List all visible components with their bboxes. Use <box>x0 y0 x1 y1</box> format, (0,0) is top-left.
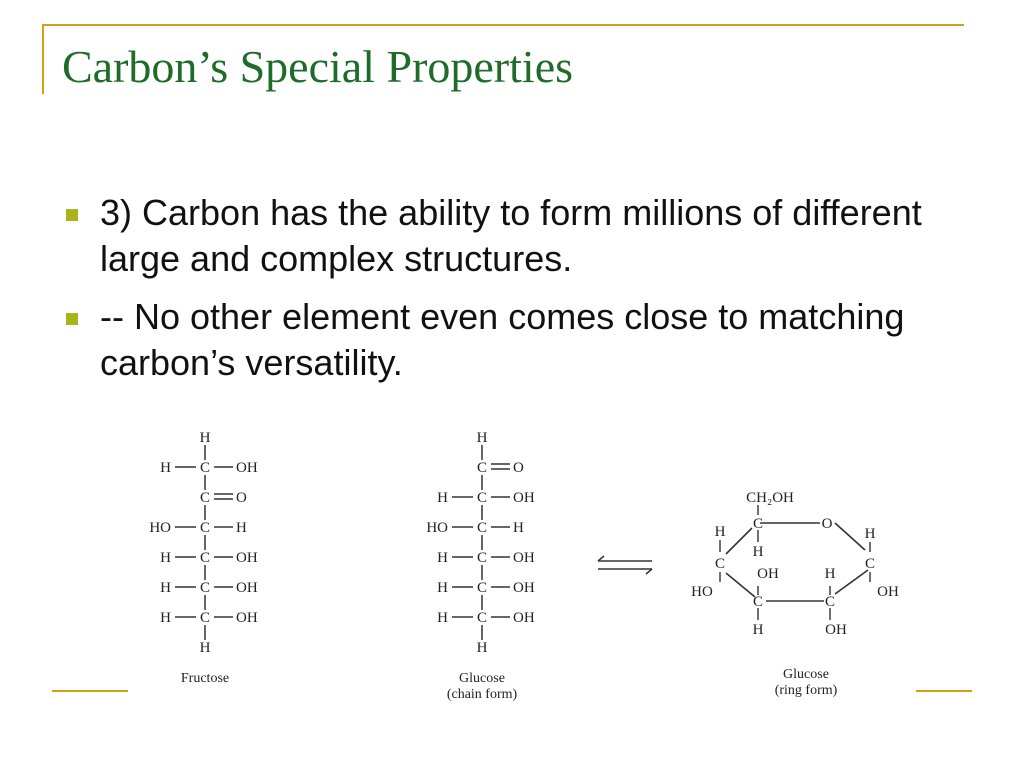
left-substituent-label: H <box>437 490 448 506</box>
carbon-label: C <box>476 550 488 566</box>
right-substituent-label: OH <box>513 490 535 506</box>
ring-h-label: H <box>714 524 726 540</box>
carbon-label: C <box>199 520 211 536</box>
ring-c2-label: C <box>824 594 836 610</box>
glucose-ring-structure <box>691 490 899 698</box>
carbon-label: C <box>476 490 488 506</box>
carbon-label: C <box>199 550 211 566</box>
glucose-chain-structure <box>426 430 535 702</box>
top-h-label: H <box>476 430 488 446</box>
right-substituent-label: OH <box>236 580 258 596</box>
structures-svg <box>130 420 915 702</box>
carbon-label: C <box>199 490 211 506</box>
ring-caption-line2: (ring form) <box>774 683 838 698</box>
ring-h-c3-label: H <box>752 622 764 638</box>
bullet-text: -- No other element even comes close to matching carbon’s versatility. <box>100 296 905 383</box>
ring-c4-label: C <box>714 556 726 572</box>
ring-ho-label: HO <box>691 584 713 600</box>
ring-oh-c2-label: OH <box>825 622 847 638</box>
right-substituent-label: OH <box>236 460 258 476</box>
ring-oh-c3-label: OH <box>757 566 779 582</box>
ring-c5-label: C <box>752 516 764 532</box>
right-substituent-label: O <box>236 490 247 506</box>
ring-h-c5-label: H <box>752 544 764 560</box>
equilibrium-arrows-icon <box>598 556 652 574</box>
left-substituent-label: H <box>437 610 448 626</box>
bullet-item <box>62 190 942 282</box>
right-substituent-label: H <box>513 520 524 536</box>
ring-h-c1-label: H <box>864 526 876 542</box>
right-substituent-label: OH <box>513 550 535 566</box>
right-substituent-label: OH <box>513 610 535 626</box>
left-substituent-label: H <box>160 580 171 596</box>
slide-title: Carbon’s Special Properties <box>62 41 574 92</box>
square-bullet-icon <box>66 313 78 325</box>
structure-caption: Glucose <box>459 671 505 686</box>
structure-caption: Fructose <box>180 671 230 686</box>
carbon-label: C <box>199 610 211 626</box>
frame-left-line <box>42 24 44 94</box>
ring-caption-line1: Glucose <box>783 667 829 682</box>
fructose-structure <box>149 430 258 686</box>
bullet-list <box>62 190 942 398</box>
left-substituent-label: HO <box>426 520 448 536</box>
carbon-label: C <box>476 580 488 596</box>
carbon-label: C <box>199 460 211 476</box>
carbon-label: C <box>199 580 211 596</box>
left-substituent-label: H <box>160 610 171 626</box>
bottom-h-label: H <box>199 640 211 656</box>
right-substituent-label: OH <box>236 610 258 626</box>
ring-oxygen-label: O <box>821 516 833 532</box>
ch2oh-label: CH₂OH <box>746 490 794 506</box>
ring-c3-label: C <box>752 594 764 610</box>
left-substituent-label: H <box>437 580 448 596</box>
bottom-rule-left <box>52 690 128 692</box>
top-h-label: H <box>199 430 211 446</box>
bullet-item <box>62 294 942 386</box>
carbon-label: C <box>476 460 488 476</box>
sugar-structures-figure <box>130 420 915 702</box>
right-substituent-label: O <box>513 460 524 476</box>
left-substituent-label: H <box>437 550 448 566</box>
left-substituent-label: HO <box>149 520 171 536</box>
frame-top-line <box>42 24 964 26</box>
ring-c1-label: C <box>864 556 876 572</box>
bottom-rule-right <box>916 690 972 692</box>
ring-h-c2-label: H <box>824 566 836 582</box>
right-substituent-label: OH <box>513 580 535 596</box>
bullet-text: 3) Carbon has the ability to form millions of different large and complex structures. <box>100 192 922 279</box>
carbon-label: C <box>476 610 488 626</box>
structure-caption: (chain form) <box>446 687 518 702</box>
right-substituent-label: H <box>236 520 247 536</box>
left-substituent-label: H <box>160 460 171 476</box>
right-substituent-label: OH <box>236 550 258 566</box>
carbon-label: C <box>476 520 488 536</box>
ring-oh-c1-label: OH <box>877 584 899 600</box>
square-bullet-icon <box>66 209 78 221</box>
bottom-h-label: H <box>476 640 488 656</box>
left-substituent-label: H <box>160 550 171 566</box>
